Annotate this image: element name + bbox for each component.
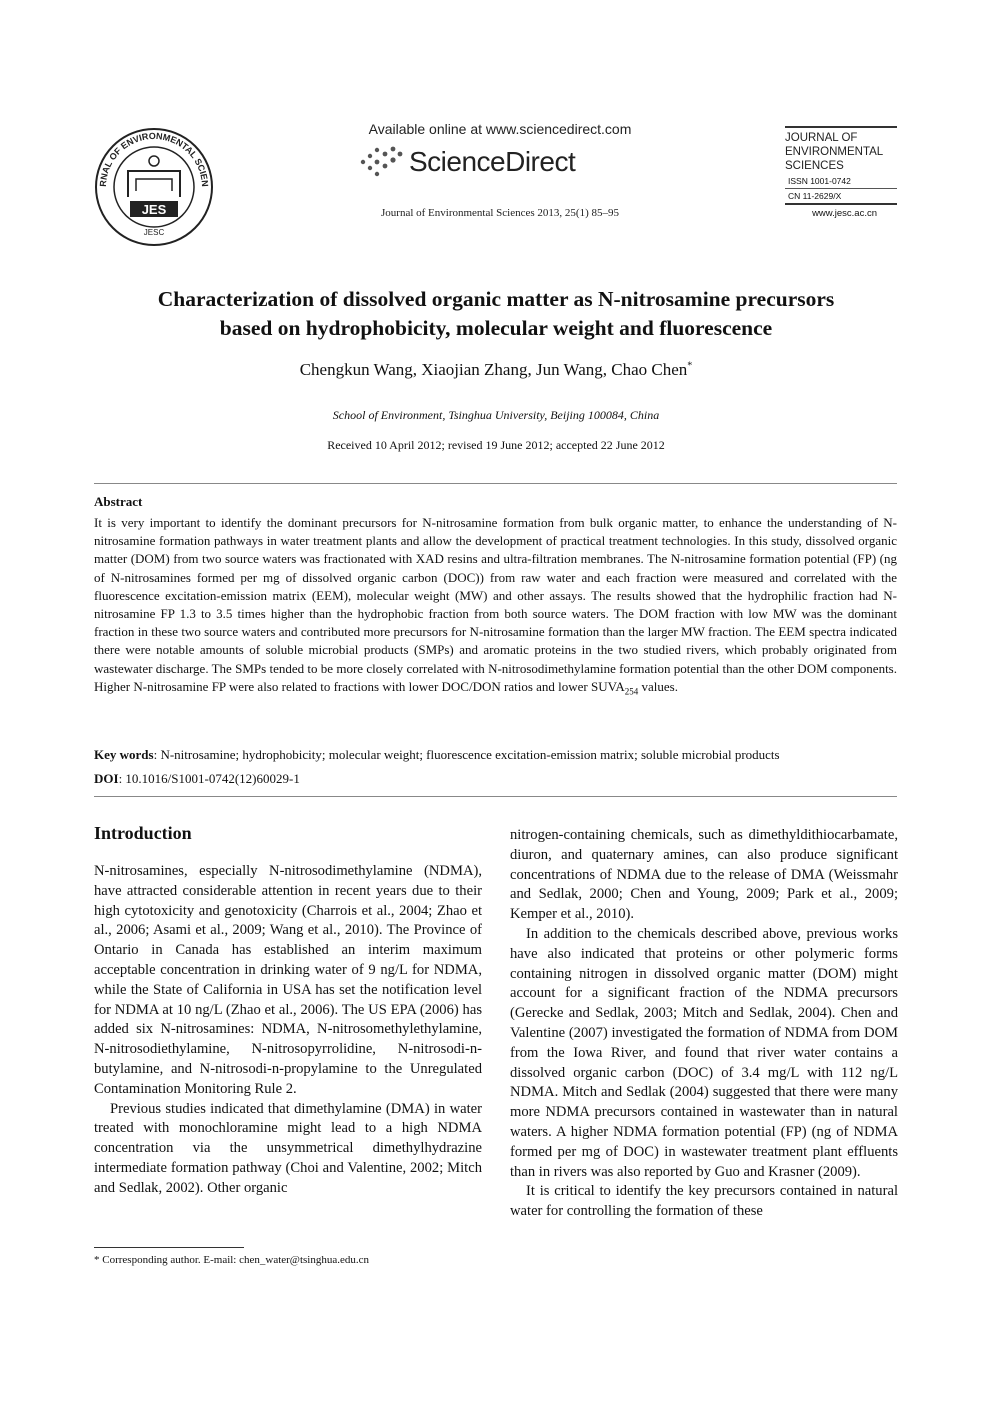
abstract-text: It is very important to identify the dominant precursors for N-nitrosamine formation from bulk organic matter, to enhance the understanding of N-nitrosamine formation pathways in water treatment plants and allow the development of practical treatment technologies. In this study, dissolved organic matter (DOM) from two source waters was fractionated with XAD resins and ultra-filtration membranes. The N-nitrosamine formation potential (FP) (ng of N-nitrosamines formed per mg of dissolved organic carbon (DOC)) from raw water and each fraction were measured and correlated with the fluorescence excitation-emission matrix (EEM), molecular weight (MW) and other assays. The results showed that the hydrophilic fraction had N-nitrosamine FP 1.3 to 3.5 times higher than the hydrophobic fraction from both source waters. The DOM fraction with low MW was the dominant fraction in these two source waters and contributed more precursors for N-nitrosamine formation than the larger MW fraction. The EEM spectra indicated there were notable amounts of soluble microbial products (SMPs) and aromatic proteins in the two studied rivers, which probably originated from wastewater discharge. The SMPs tended to be more closely correlated with N-nitrosodimethylamine formation potential than the other DOM components. Higher N-nitrosamine FP were also related to fractions with lower DOC/DON ratios and lower SUVA — [94, 515, 897, 694]
journal-issn: ISSN 1001-0742 — [785, 176, 897, 189]
title-line-2: based on hydrophobicity, molecular weight and fluorescence — [219, 316, 773, 340]
journal-url[interactable]: www.jesc.ac.cn — [812, 208, 877, 219]
affiliation: School of Environment, Tsinghua University, Beijing 100084, China — [332, 408, 660, 422]
journal-box — [785, 126, 897, 219]
keywords-label: Key words — [94, 747, 154, 762]
journal-box-line3: SCIENCES — [785, 160, 844, 172]
svg-text:JESC: JESC — [143, 228, 165, 237]
suva-subscript: 254 — [624, 686, 639, 697]
abstract-tail: values. — [638, 678, 678, 694]
doi — [94, 771, 897, 787]
keywords — [94, 747, 897, 763]
authors-text: Chengkun Wang, Xiaojian Zhang, Jun Wang, Chao Chen — [299, 360, 688, 379]
logo-ring-text: RNAL OF ENVIRONMENTAL SCIEN — [97, 130, 211, 188]
abstract-heading: Abstract — [94, 494, 143, 509]
author-list — [60, 360, 932, 380]
right-column — [510, 826, 898, 1222]
divider-bottom — [94, 796, 897, 797]
journal-cn: CN 11-2629/X — [785, 191, 897, 205]
intro-paragraph-5: It is critical to identify the key precursors contained in natural water for controlling the formation of these — [510, 1183, 898, 1220]
introduction-heading: Introduction — [94, 823, 192, 843]
left-column — [94, 862, 482, 1199]
doi-text[interactable]: : 10.1016/S1001-0742(12)60029-1 — [118, 771, 300, 786]
logo-badge-text: JES — [141, 202, 167, 217]
sciencedirect-dots-icon — [355, 144, 403, 180]
intro-paragraph-4: In addition to the chemicals described above, previous works have also indicated that proteins or other polymeric forms containing nitrogen in dissolved organic matter (DOM) might account for a significant fraction of the NDMA precursors (Gerecke and Sedlak, 2003; Mitch and Sedlak, 2004). Chen and Valentine (2007) investigated the formation of NDMA from DOM from the Iowa River, and found that river water contains a dissolved organic carbon (DOC) of 3.4 mg/L with 112 ng/L NDMA. Mitch and Sedlak (2004) suggested that there were many more NDMA precursors contained in wastewater than in natural waters. A higher NDMA formation potential (FP) (ng of NDMA formed per mg of DOC) in wastewater treatment plant effluents than in rivers was also reported by Guo and Krasner (2009). — [510, 925, 898, 1180]
abstract-body — [94, 514, 897, 701]
keywords-text: : N-nitrosamine; hydrophobicity; molecular weight; fluorescence excitation-emission matrix; soluble microbial products — [153, 747, 780, 762]
journal-box-line2: ENVIRONMENTAL — [785, 146, 884, 158]
journal-box-line1: JOURNAL OF — [785, 132, 858, 144]
article-title — [60, 285, 932, 343]
corresponding-mark: * — [687, 360, 693, 372]
intro-paragraph-2: Previous studies indicated that dimethylamine (DMA) in water treated with monochloramine might lead to a high NDMA concentration via the unsymmetrical dimethylhydrazine intermediate formation pathway (Choi and Valentine, 2002; Mitch and Sedlak, 2002). Other organic — [94, 1100, 482, 1196]
journal-reference: Journal of Environmental Sciences 2013, 25(1) 85–95 — [381, 207, 619, 219]
intro-paragraph-1: N-nitrosamines, especially N-nitrosodimethylamine (NDMA), have attracted considerable attention in recent years due to their high cytotoxicity and genotoxicity (Charrois et al., 2004; Zhao et al., 2006; Asami et al., 2009; Wang et al., 2010). The Province of Ontario in Canada has established an interim maximum acceptable concentration in drinking water of 9 ng/L for NDMA, while the State of California in USA has set the notification level for NDMA at 10 ng/L (Zhao et al., 2006). The US EPA (2006) has added six N-nitrosamines: NDMA, N-nitrosomethylethylamine, N-nitrosodiethylamine, N-nitrosopyrrolidine, N-nitrosodi-n-butylamine, and N-nitrosodi-n-propylamine to the Unregulated Contamination Monitoring Rule 2. — [94, 863, 482, 1097]
jes-seal-icon — [92, 125, 216, 249]
footnote-rule — [94, 1247, 244, 1248]
journal-logo — [92, 125, 216, 249]
title-line-1: Characterization of dissolved organic matter as N-nitrosamine precursors — [157, 287, 835, 311]
article-dates: Received 10 April 2012; revised 19 June 2012; accepted 22 June 2012 — [327, 438, 665, 452]
divider-top — [94, 483, 897, 484]
footnote: * Corresponding author. E-mail: chen_water@tsinghua.edu.cn — [94, 1254, 369, 1266]
intro-paragraph-3: nitrogen-containing chemicals, such as dimethyldithiocarbamate, diuron, and quaternary amines, can also produce significant concentrations of NDMA due to the release of DMA (Weissmahr and Sedlak, 2000; Chen and Young, 2009; Park et al., 2009; Kemper et al., 2010). — [510, 827, 898, 923]
doi-label: DOI — [94, 771, 119, 786]
sciencedirect-wordmark: ScienceDirect — [409, 146, 576, 177]
available-online: Available online at www.sciencedirect.com — [368, 121, 632, 137]
sciencedirect-logo — [355, 142, 575, 182]
